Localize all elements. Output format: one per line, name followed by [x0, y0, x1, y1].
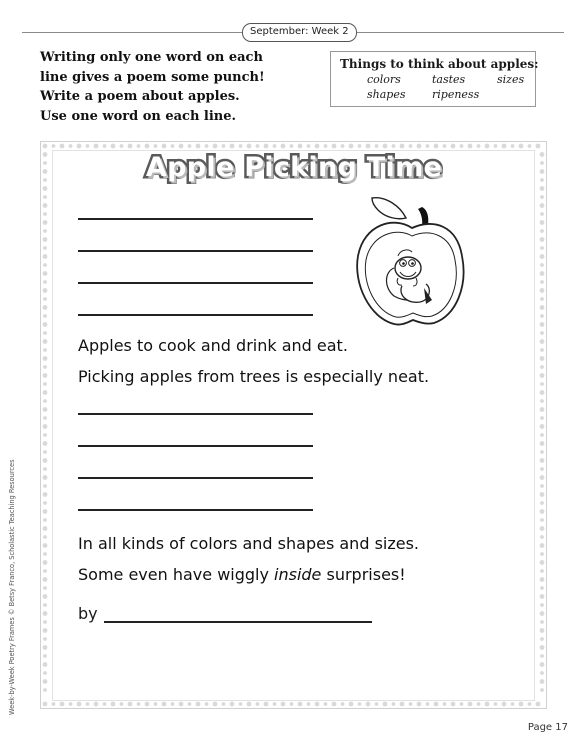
border-dot [307, 144, 311, 148]
poem-text: Some even have wiggly [78, 565, 275, 584]
border-dot [477, 702, 481, 706]
border-dot [77, 702, 82, 707]
think-word: sizes [497, 73, 525, 86]
border-dot [213, 144, 218, 149]
border-dot [162, 144, 167, 149]
border-dot [540, 458, 545, 463]
border-dot [43, 220, 48, 225]
border-dot [307, 702, 311, 706]
border-dot [43, 467, 47, 471]
border-dot [43, 229, 47, 233]
border-dot [540, 305, 545, 310]
border-dot [43, 263, 47, 267]
border-dot [540, 382, 544, 386]
border-dot [43, 492, 48, 497]
border-dot [43, 702, 48, 707]
border-dot [43, 407, 48, 412]
border-dot [171, 702, 175, 706]
border-dot [540, 416, 544, 420]
border-dot [540, 518, 544, 522]
page-number: Page 17 [527, 722, 568, 733]
border-dot [540, 288, 545, 293]
border-dot [256, 144, 260, 148]
border-dot [43, 475, 48, 480]
border-dot [315, 144, 320, 149]
border-dot [540, 407, 545, 412]
border-dot [179, 702, 184, 707]
poem-text: surprises! [321, 565, 406, 584]
border-dot [128, 702, 133, 707]
border-dot [43, 237, 48, 242]
border-dot [540, 348, 544, 352]
border-dot [43, 637, 47, 641]
border-dot [43, 484, 47, 488]
border-dot [477, 144, 481, 148]
by-label: by [78, 604, 98, 623]
border-dot [366, 702, 371, 707]
border-dot [383, 144, 388, 149]
border-dot [468, 144, 473, 149]
border-dot [154, 144, 158, 148]
border-dot [128, 144, 133, 149]
border-dot [43, 365, 47, 369]
border-dot [540, 467, 544, 471]
border-dot [230, 144, 235, 149]
border-dot [485, 702, 490, 707]
write-line[interactable] [78, 413, 313, 415]
border-dot [43, 288, 48, 293]
write-line[interactable] [78, 445, 313, 447]
border-dot [341, 702, 345, 706]
think-word: ripeness [432, 88, 480, 101]
border-dot [43, 645, 48, 650]
think-word: tastes [432, 73, 466, 86]
border-dot [103, 702, 107, 706]
border-dot [43, 280, 47, 284]
border-dot [43, 186, 48, 191]
border-dot [43, 509, 48, 514]
poem-line: In all kinds of colors and shapes and sizes. [78, 534, 420, 553]
border-dot [205, 702, 209, 706]
border-dot [349, 702, 354, 707]
poem-line: Picking apples from trees is especially neat. [78, 367, 430, 386]
border-dot [273, 144, 277, 148]
border-dot [43, 424, 48, 429]
border-dot [43, 458, 48, 463]
border-dot [205, 144, 209, 148]
border-dot [60, 702, 65, 707]
border-dot [43, 501, 47, 505]
border-dot [540, 577, 545, 582]
border-dot [540, 526, 545, 531]
border-dot [86, 144, 90, 148]
border-dot [43, 212, 47, 216]
border-dot [540, 280, 544, 284]
border-dot [540, 331, 544, 335]
border-dot [540, 314, 544, 318]
border-dot [43, 603, 47, 607]
instruction-line: Writing only one word on each [40, 50, 263, 65]
border-dot [494, 702, 498, 706]
border-dot [256, 702, 260, 706]
border-dot [43, 203, 48, 208]
border-dot [188, 702, 192, 706]
border-dot [540, 645, 545, 650]
border-dot [43, 679, 48, 684]
border-dot [43, 382, 47, 386]
border-dot [540, 552, 544, 556]
border-dot [540, 671, 544, 675]
border-dot [43, 305, 48, 310]
write-line[interactable] [78, 314, 313, 316]
border-dot [540, 169, 545, 174]
border-dot [511, 702, 515, 706]
border-dot [43, 611, 48, 616]
write-line[interactable] [78, 218, 313, 220]
border-dot [137, 144, 141, 148]
border-dot [540, 263, 544, 267]
border-dot [43, 356, 48, 361]
border-dot [43, 433, 47, 437]
border-dot [43, 535, 47, 539]
border-dot [290, 144, 294, 148]
border-dot [281, 144, 286, 149]
border-dot [179, 144, 184, 149]
border-dot [375, 702, 379, 706]
think-word: colors [367, 73, 401, 86]
border-dot [222, 144, 226, 148]
border-dot [366, 144, 371, 149]
border-dot [540, 186, 545, 191]
author-line[interactable] [104, 621, 372, 623]
border-dot [540, 152, 545, 157]
border-dot [540, 484, 544, 488]
border-dot [43, 144, 48, 149]
instruction-line: Write a poem about apples. [40, 89, 240, 104]
border-dot [540, 220, 545, 225]
border-dot [332, 144, 337, 149]
border-dot [43, 560, 48, 565]
think-word: shapes [367, 88, 406, 101]
border-dot [239, 144, 243, 148]
border-dot [196, 144, 201, 149]
border-dot [52, 702, 56, 706]
border-dot [540, 229, 544, 233]
border-dot [43, 518, 47, 522]
border-dot [43, 552, 47, 556]
border-dot [392, 144, 396, 148]
credit-text [0, 459, 16, 715]
border-dot [43, 331, 47, 335]
border-dot [511, 144, 515, 148]
border-dot [324, 144, 328, 148]
border-dot [540, 679, 545, 684]
border-dot [540, 586, 544, 590]
border-dot [540, 356, 545, 361]
border-dot [502, 144, 507, 149]
border-dot [94, 144, 99, 149]
border-dot [43, 246, 47, 250]
border-dot [43, 688, 47, 692]
border-dot [540, 688, 544, 692]
poem-line: Apples to cook and drink and eat. [78, 336, 348, 355]
border-dot [540, 424, 545, 429]
border-dot [43, 390, 48, 395]
border-dot [434, 702, 439, 707]
border-dot [43, 416, 47, 420]
border-dot [443, 144, 447, 148]
border-dot [540, 560, 545, 565]
border-dot [540, 441, 545, 446]
border-dot [43, 662, 48, 667]
border-dot [43, 178, 47, 182]
border-dot [519, 702, 524, 707]
border-dot [409, 702, 413, 706]
border-dot [540, 535, 544, 539]
border-dot [358, 144, 362, 148]
border-dot [540, 433, 544, 437]
border-dot [43, 620, 47, 624]
border-dot [460, 144, 464, 148]
border-dot [540, 603, 544, 607]
border-dot [43, 654, 47, 658]
border-dot [171, 144, 175, 148]
border-dot [540, 195, 544, 199]
border-dot [239, 702, 243, 706]
border-dot [460, 702, 464, 706]
border-dot [43, 543, 48, 548]
border-dot [540, 365, 544, 369]
border-dot [43, 195, 47, 199]
border-dot [273, 702, 277, 706]
border-dot [468, 702, 473, 707]
border-dot [540, 373, 545, 378]
border-dot [426, 702, 430, 706]
border-dot [145, 144, 150, 149]
border-dot [451, 702, 456, 707]
border-dot [43, 297, 47, 301]
instruction-line: Use one word on each line. [40, 108, 237, 124]
border-dot [451, 144, 456, 149]
border-dot [43, 254, 48, 259]
border-dot [43, 450, 47, 454]
border-dot [485, 144, 490, 149]
border-dot [43, 271, 48, 276]
border-dot [324, 702, 328, 706]
border-dot [400, 144, 405, 149]
border-dot [213, 702, 218, 707]
apple-worm-illustration [350, 190, 470, 340]
border-dot [540, 654, 544, 658]
border-dot [349, 144, 354, 149]
border-dot [540, 509, 545, 514]
border-dot [43, 314, 47, 318]
poem-line [78, 565, 406, 584]
border-dot [162, 702, 167, 707]
border-dot [540, 246, 544, 250]
border-dot [43, 152, 48, 157]
think-box-title: Things to think about apples: [340, 57, 539, 71]
border-dot [540, 212, 544, 216]
border-dot [409, 144, 413, 148]
border-dot [400, 702, 405, 707]
border-dot [540, 492, 545, 497]
border-dot [426, 144, 430, 148]
border-dot [502, 702, 507, 707]
border-dot [222, 702, 226, 706]
poem-emphasis: inside [274, 565, 322, 584]
poem-title: Apple Picking Time [145, 152, 443, 183]
border-dot [540, 620, 544, 624]
border-dot [332, 702, 337, 707]
border-dot [43, 577, 48, 582]
border-dot [230, 702, 235, 707]
border-dot [264, 144, 269, 149]
border-dot [375, 144, 379, 148]
write-line[interactable] [78, 509, 313, 511]
border-dot [540, 594, 545, 599]
border-dot [519, 144, 524, 149]
border-dot [43, 569, 47, 573]
border-dot [43, 169, 48, 174]
border-dot [540, 390, 545, 395]
border-dot [434, 144, 439, 149]
border-dots [40, 141, 547, 709]
border-dot [281, 702, 286, 707]
border-dot [536, 702, 541, 707]
border-dot [247, 144, 252, 149]
border-dot [43, 441, 48, 446]
border-dot [540, 203, 545, 208]
border-dot [540, 271, 545, 276]
border-dot [196, 702, 201, 707]
border-dot [417, 702, 422, 707]
border-dot [120, 144, 124, 148]
instructions [40, 48, 320, 126]
border-dot [43, 348, 47, 352]
border-dot [43, 628, 48, 633]
border-dot [341, 144, 345, 148]
border-dot [443, 702, 447, 706]
border-dot [264, 702, 269, 707]
border-dot [43, 339, 48, 344]
border-dot [540, 543, 545, 548]
border-dot [315, 702, 320, 707]
border-dot [94, 702, 99, 707]
border-dot [43, 322, 48, 327]
border-dot [540, 475, 545, 480]
border-dot [540, 569, 544, 573]
border-dot [540, 501, 544, 505]
write-line[interactable] [78, 282, 313, 284]
border-dot [540, 450, 544, 454]
border-dot [540, 339, 545, 344]
border-dot [111, 144, 116, 149]
border-dot [43, 526, 48, 531]
border-dot [540, 637, 544, 641]
border-dot [298, 144, 303, 149]
border-dot [540, 662, 545, 667]
border-dot [540, 178, 544, 182]
border-dot [358, 702, 362, 706]
border-dot [392, 702, 396, 706]
border-dot [417, 144, 422, 149]
instruction-line: line gives a poem some punch! [40, 69, 265, 85]
border-dot [247, 702, 252, 707]
credit-label: Week-by-Week Poetry Frames © Betsy Franco, Scholastic Teaching Resources [8, 459, 16, 715]
border-dot [60, 144, 65, 149]
week-tag: September: Week 2 [242, 23, 357, 42]
border-dot [298, 702, 303, 707]
border-dot [69, 702, 73, 706]
border-dot [540, 254, 545, 259]
border-dot [540, 399, 544, 403]
border-dot [43, 161, 47, 165]
border-dot [111, 702, 116, 707]
border-dot [154, 702, 158, 706]
border-dot [528, 144, 532, 148]
think-about-box [330, 51, 539, 107]
border-dot [86, 702, 90, 706]
border-dot [43, 399, 47, 403]
border-dot [290, 702, 294, 706]
border-dot [540, 628, 545, 633]
border-dot [528, 702, 532, 706]
border-dot [120, 702, 124, 706]
border-dot [103, 144, 107, 148]
border-dot [43, 586, 47, 590]
write-line[interactable] [78, 477, 313, 479]
border-dot [145, 702, 150, 707]
border-dot [536, 144, 541, 149]
border-dot [43, 373, 48, 378]
border-dot [540, 237, 545, 242]
border-dot [137, 702, 141, 706]
border-dot [43, 671, 47, 675]
write-line[interactable] [78, 250, 313, 252]
border-dot [540, 322, 545, 327]
border-dot [383, 702, 388, 707]
border-dot [188, 144, 192, 148]
border-dot [69, 144, 73, 148]
border-dot [540, 611, 545, 616]
border-dot [540, 161, 544, 165]
border-dot [494, 144, 498, 148]
border-dot [43, 594, 48, 599]
border-dot [77, 144, 82, 149]
border-dot [540, 297, 544, 301]
border-dot [52, 144, 56, 148]
